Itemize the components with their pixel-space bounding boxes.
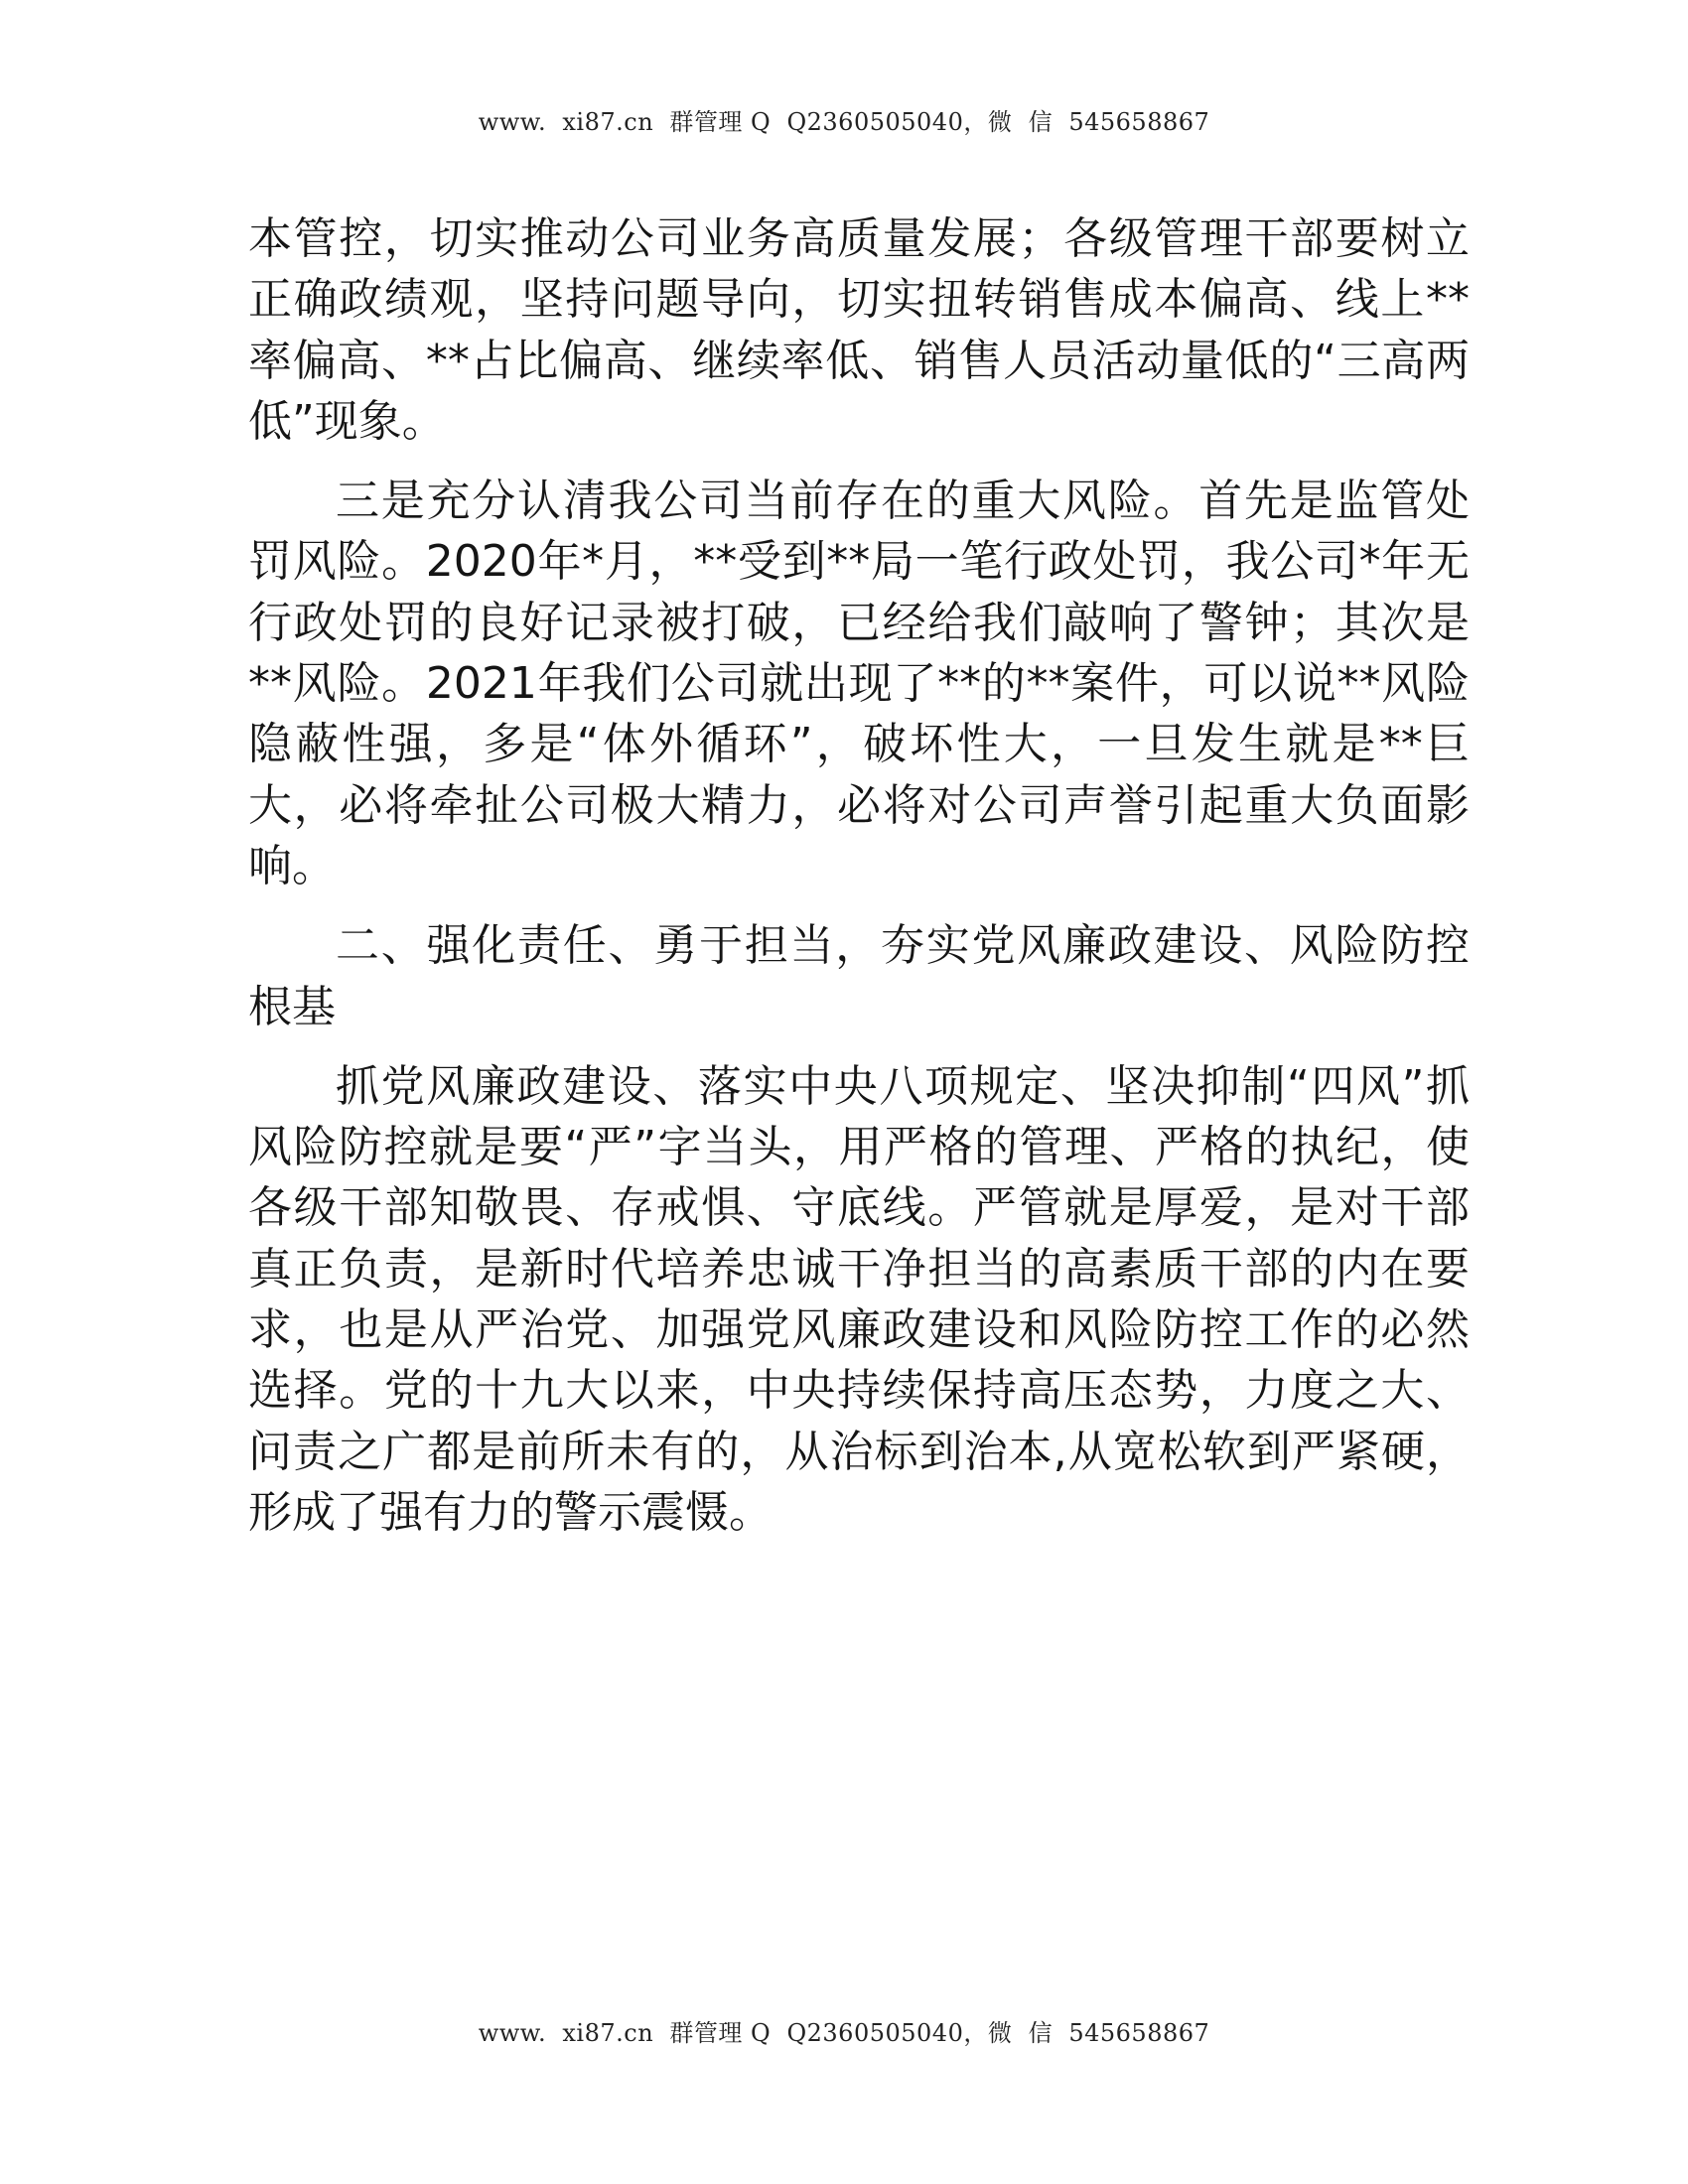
paragraph-continuation: 本管控，切实推动公司业务高质量发展；各级管理干部要树立正确政绩观，坚持问题导向，切实扭转销售成本偏高、线上**率偏高、**占比偏高、继续率低、销售人员活动量低的“三高两低”现象。 xyxy=(248,213,1470,447)
footer-watermark: www. xi87.cn 群管理 Q Q2360505040，微 信 545658867 xyxy=(478,2019,1210,2047)
section-heading: 二、强化责任、勇于担当，夯实党风廉政建设、风险防控根基 xyxy=(248,920,1470,1032)
document-body xyxy=(248,208,1470,1562)
paragraph-major-risks: 三是充分认清我公司当前存在的重大风险。首先是监管处罚风险。2020年*月，**受到**局一笔行政处罚，我公司*年无行政处罚的良好记录被打破，已经给我们敲响了警钟；其次是**风险。2021年我们公司就出现了**的**案件，可以说**风险隐蔽性强，多是“体外循环”，破坏性大，一旦发生就是**巨大，必将牵扯公司极大精力，必将对公司声誉引起重大负面影响。 xyxy=(248,476,1470,891)
paragraph-strict-management: 抓党风廉政建设、落实中央八项规定、坚决抑制“四风”抓风险防控就是要“严”字当头，用严格的管理、严格的执纪，使各级干部知敬畏、存戒惧、守底线。严管就是厚爱，是对干部真正负责，是新时代培养忠诚干净担当的高素质干部的内在要求，也是从严治党、加强党风廉政建设和风险防控工作的必然选择。党的十九大以来，中央持续保持高压态势，力度之大、问责之广都是前所未有的，从治标到治本,从宽松软到严紧硬，形成了强有力的警示震慑。 xyxy=(248,1060,1470,1538)
header-watermark: www. xi87.cn 群管理 Q Q2360505040，微 信 545658867 xyxy=(478,108,1210,136)
